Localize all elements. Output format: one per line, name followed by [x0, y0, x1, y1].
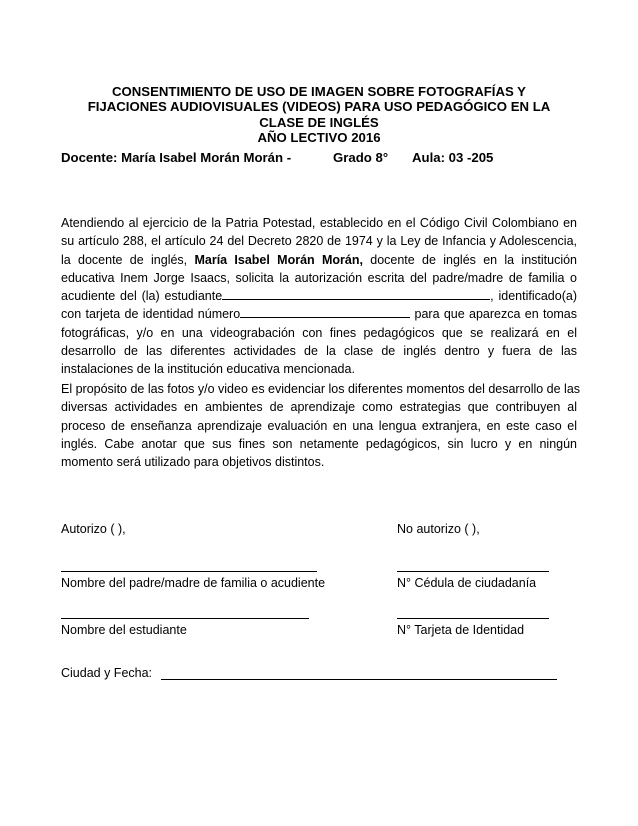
teacher-name: María Isabel Morán Morán, [194, 252, 363, 267]
paragraph-line [61, 251, 577, 269]
city-date-line[interactable] [161, 679, 557, 680]
cedula-line[interactable] [397, 571, 549, 572]
paragraph-text: , identificado(a) [490, 289, 577, 304]
grado-label: Grado 8° [333, 150, 389, 165]
paragraph-text: acudiente del (la) estudiante [61, 289, 223, 304]
id-number-blank[interactable] [240, 306, 410, 318]
city-date-label: Ciudad y Fecha: [61, 666, 153, 680]
student-name-label: Nombre del estudiante [61, 623, 187, 637]
parent-name-label: Nombre del padre/madre de familia o acudiente [61, 576, 326, 590]
tarjeta-label: N° Tarjeta de Identidad [397, 623, 525, 637]
cedula-label: N° Cédula de ciudadanía [397, 576, 537, 590]
title-line-2: FIJACIONES AUDIOVISUALES (VIDEOS) PARA USO PEDAGÓGICO EN LA [87, 99, 551, 115]
aula-label: Aula: 03 -205 [412, 150, 494, 165]
document-title [58, 84, 580, 146]
title-line-4: AÑO LECTIVO 2016 [257, 130, 381, 146]
paragraph-line: desarrollo de las diferentes actividades de la clase de inglés dentro y fuera de las [61, 344, 577, 359]
paragraph-line: educativa Inem Jorge Isaacs, solicita la autorización escrita del padre/madre de familia o [61, 270, 577, 285]
title-line-1: CONSENTIMIENTO DE USO DE IMAGEN SOBRE FOTOGRAFÍAS Y [112, 84, 526, 99]
paragraph-line: fotográficas, y/o en una videograbación con fines pedagógicos que se realizará en el [61, 325, 577, 340]
paragraph-line: momento será utilizado para objetivos distintos. [61, 455, 325, 470]
paragraph-line: instalaciones de la institución educativa mencionada. [61, 362, 355, 377]
paragraph-line: El propósito de las fotos y/o video es evidenciar los diferentes momentos del desarrollo de las [61, 382, 581, 396]
paragraph-line [61, 287, 577, 305]
tarjeta-line[interactable] [397, 618, 549, 619]
paragraph-line [61, 305, 577, 323]
paragraph-line: proceso de enseñanza aprendizaje evaluación en una lengua extranjera, en este caso el [61, 418, 577, 433]
consent-paragraph-1 [61, 214, 577, 379]
paragraph-line: diversas actividades en ambientes de aprendizaje como estrategias que contribuyen al [61, 400, 577, 415]
paragraph-line: Atendiendo al ejercicio de la Patria Potestad, establecido en el Código Civil Colombiano en [61, 216, 577, 230]
student-name-blank[interactable] [222, 288, 490, 300]
no-autorizo-option[interactable]: No autorizo ( ), [397, 522, 480, 536]
docente-label: Docente: María Isabel Morán Morán - [61, 150, 292, 165]
parent-name-line[interactable] [61, 571, 317, 572]
consent-paragraph-2 [61, 380, 581, 471]
student-name-line[interactable] [61, 618, 309, 619]
autorizo-option[interactable]: Autorizo ( ), [61, 522, 126, 536]
paragraph-line: inglés. Cabe anotar que sus fines son netamente pedagógicos, sin lucro y en ningún [61, 436, 577, 451]
paragraph-text: con tarjeta de identidad número [61, 307, 241, 322]
title-line-3: CLASE DE INGLÉS [259, 114, 379, 130]
paragraph-text: la docente de inglés, [61, 252, 188, 267]
paragraph-text: para que aparezca en tomas [414, 307, 578, 322]
paragraph-text: docente de inglés en la institución [370, 252, 578, 267]
paragraph-line: su artículo 288, el artículo 24 del Decreto 2820 de 1974 y la Ley de Infancia y Adolescencia, [61, 234, 577, 249]
